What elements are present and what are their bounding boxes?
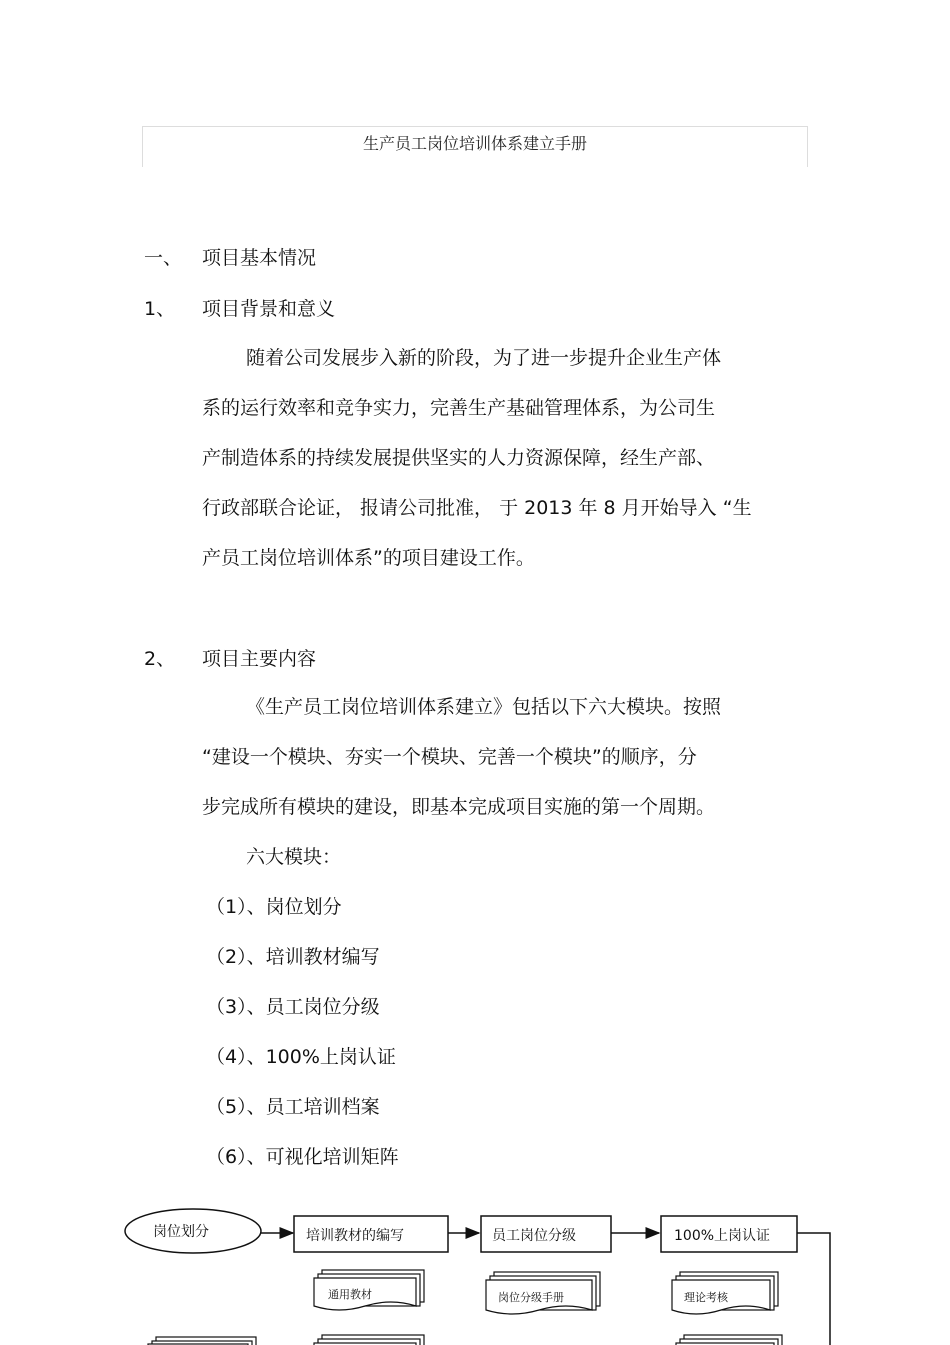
- paragraph-line: 随着公司发展步入新的阶段，为了进一步提升企业生产体: [246, 347, 722, 369]
- paragraph-line: “建设一个模块、夯实一个模块、完善一个模块”的顺序，分: [202, 746, 697, 768]
- flow-step-label: 培训教材的编写: [306, 1228, 404, 1244]
- doc-label: 理论考核: [684, 1291, 728, 1304]
- paragraph-line: 《生产员工岗位培训体系建立》包括以下六大模块。按照: [246, 696, 722, 718]
- paragraph-line: 产制造体系的持续发展提供坚实的人力资源保障，经生产部、: [202, 447, 716, 469]
- section-number: 一、: [144, 247, 183, 269]
- page-title: 生产员工岗位培训体系建立手册: [142, 126, 808, 167]
- subsection-number: 2、: [144, 648, 176, 670]
- flow-start-label: 岗位划分: [153, 1224, 209, 1240]
- flow-connector: [797, 1233, 830, 1345]
- flow-step-label: 100%上岗认证: [674, 1228, 771, 1244]
- subsection-heading: 项目背景和意义: [202, 298, 336, 320]
- list-item: （3）、员工岗位分级: [206, 996, 380, 1018]
- doc-stack-partial: [676, 1335, 782, 1345]
- subsection-number: 1、: [144, 298, 176, 320]
- section-heading: 项目基本情况: [202, 247, 317, 269]
- list-item: （2）、培训教材编写: [206, 946, 380, 968]
- paragraph-line: 系的运行效率和竞争实力，完善生产基础管理体系，为公司生: [202, 397, 716, 419]
- paragraph-line: 行政部联合论证， 报请公司批准， 于 2013 年 8 月开始导入 “生: [202, 497, 752, 519]
- paragraph-line: 步完成所有模块的建设，即基本完成项目实施的第一个周期。: [202, 796, 716, 818]
- doc-label: 岗位分级手册: [498, 1291, 564, 1304]
- subsection-heading: 项目主要内容: [202, 648, 317, 670]
- list-item: （1）、岗位划分: [206, 896, 342, 918]
- list-item: （6）、可视化培训矩阵: [206, 1146, 399, 1168]
- flow-step-label: 员工岗位分级: [492, 1228, 576, 1244]
- doc-stack-partial: [314, 1335, 424, 1345]
- paragraph-line: 产员工岗位培训体系”的项目建设工作。: [202, 547, 535, 569]
- modules-label: 六大模块：: [246, 846, 342, 868]
- doc-label: 通用教材: [328, 1288, 372, 1301]
- doc-stack-partial: [148, 1337, 256, 1345]
- list-item: （5）、员工培训档案: [206, 1096, 380, 1118]
- list-item: （4）、100%上岗认证: [206, 1046, 396, 1068]
